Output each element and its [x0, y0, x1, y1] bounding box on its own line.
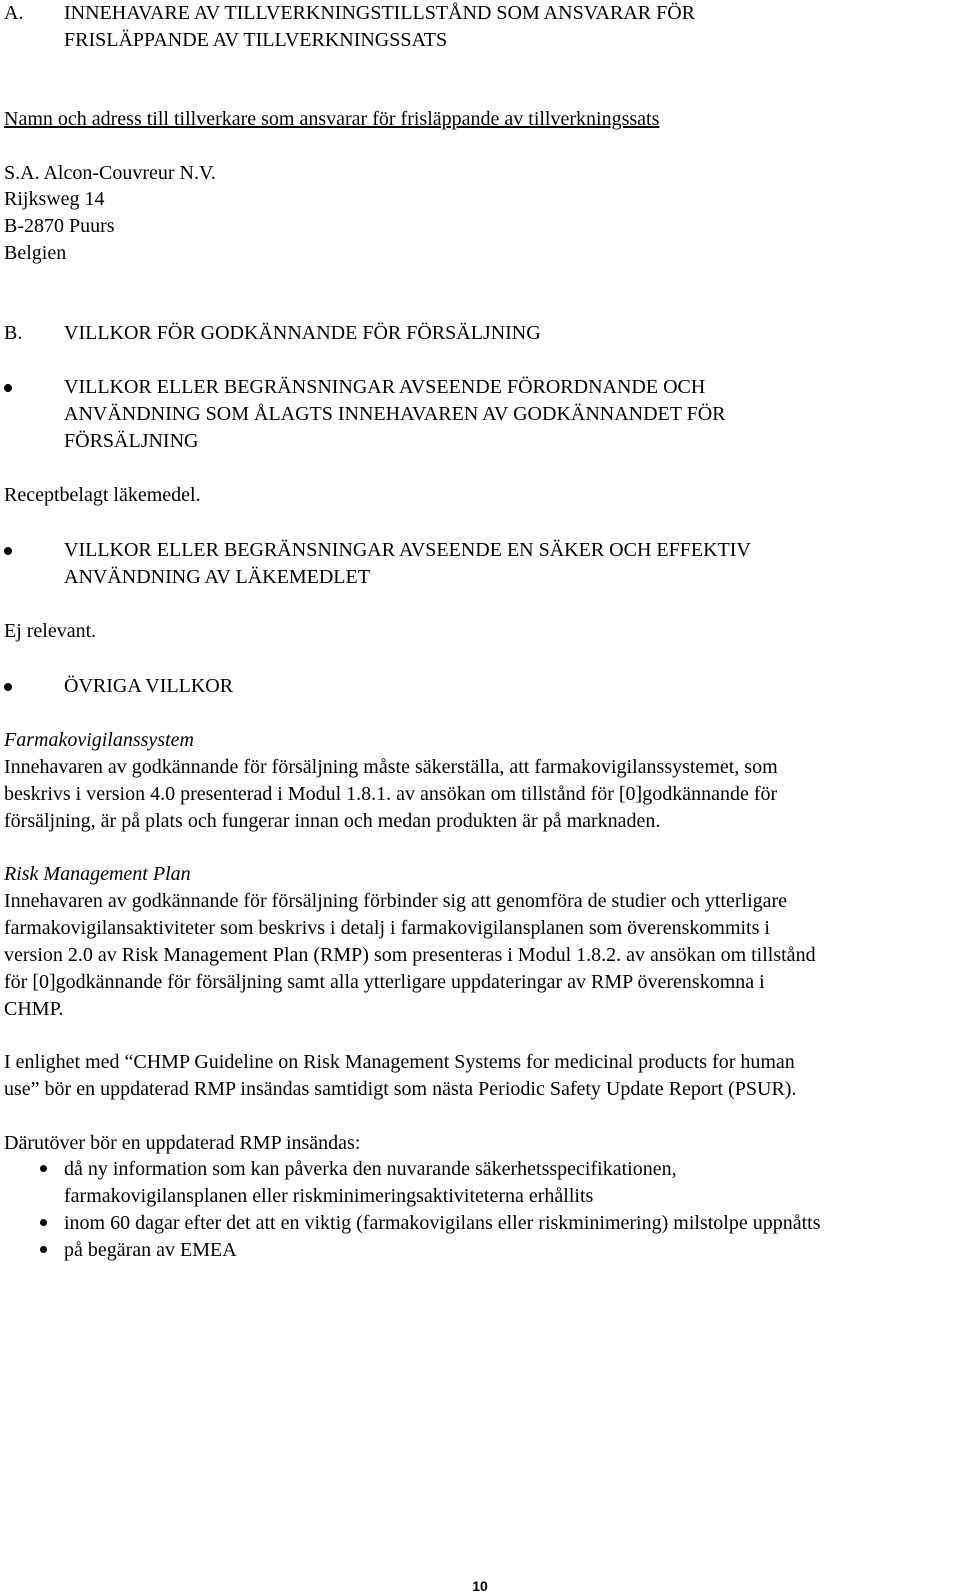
further-item-line: inom 60 dagar efter det att en viktig (farmakovigilans eller riskminimering) milstolpe uppnåtts: [64, 1212, 821, 1234]
bullet3-title: ÖVRIGA VILLKOR: [64, 675, 234, 697]
rmp-heading: Risk Management Plan: [4, 863, 191, 885]
address-line: S.A. Alcon-Couvreur N.V.: [4, 162, 216, 184]
bullet2-title-line: VILLKOR ELLER BEGRÄNSNINGAR AVSEENDE EN SÄKER OCH EFFEKTIV: [64, 539, 751, 561]
rmp-line: version 2.0 av Risk Management Plan (RMP) som presenteras i Modul 1.8.2. av ansökan om tillstånd: [4, 944, 816, 966]
pv-line: försäljning, är på plats och fungerar innan och medan produkten är på marknaden.: [4, 810, 661, 832]
bullet2-body: Ej relevant.: [4, 620, 97, 642]
bullet-icon: [40, 1246, 47, 1253]
section-a-title-line2: FRISLÄPPANDE AV TILLVERKNINGSSATS: [64, 29, 448, 51]
bullet-icon: [4, 547, 12, 555]
pv-line: beskrivs i version 4.0 presenterad i Modul 1.8.1. av ansökan om tillstånd för [0]godkännande för: [4, 783, 778, 805]
bullet-icon: [4, 384, 12, 392]
section-a-number: A.: [4, 2, 24, 24]
guideline-line: use” bör en uppdaterad RMP insändas samtidigt som nästa Periodic Safety Update Report (PSUR).: [4, 1078, 797, 1100]
bullet-icon: [40, 1219, 47, 1226]
address-line: Rijksweg 14: [4, 188, 105, 210]
pv-heading: Farmakovigilanssystem: [4, 729, 194, 751]
rmp-line: farmakovigilansaktiviteter som beskrivs i detalj i farmakovigilansplanen som överenskommits i: [4, 917, 770, 939]
section-b-title: VILLKOR FÖR GODKÄNNANDE FÖR FÖRSÄLJNING: [64, 322, 541, 344]
bullet1-body: Receptbelagt läkemedel.: [4, 484, 201, 506]
bullet1-title-line: VILLKOR ELLER BEGRÄNSNINGAR AVSEENDE FÖRORDNANDE OCH: [64, 376, 706, 398]
section-b-number: B.: [4, 322, 23, 344]
guideline-line: I enlighet med “CHMP Guideline on Risk Management Systems for medicinal products for human: [4, 1051, 795, 1073]
further-item-line: farmakovigilansplanen eller riskminimeringsaktiviteterna erhållits: [64, 1185, 594, 1207]
section-a-title-line1: INNEHAVARE AV TILLVERKNINGSTILLSTÅND SOM ANSVARAR FÖR: [64, 2, 696, 24]
further-intro: Därutöver bör en uppdaterad RMP insändas:: [4, 1132, 361, 1154]
bullet2-title-line: ANVÄNDNING AV LÄKEMEDLET: [64, 566, 370, 588]
rmp-line: för [0]godkännande för försäljning samt alla ytterligare uppdateringar av RMP överenskomna i: [4, 971, 765, 993]
rmp-line: Innehavaren av godkännande för försäljning förbinder sig att genomföra de studier och ytterligare: [4, 890, 788, 912]
page-number: 10: [472, 1578, 488, 1594]
bullet1-title-line: ANVÄNDNING SOM ÅLAGTS INNEHAVAREN AV GODKÄNNANDET FÖR: [64, 403, 726, 425]
bullet-icon: [4, 683, 12, 691]
address-line: Belgien: [4, 242, 67, 264]
address-heading: Namn och adress till tillverkare som ansvarar för frisläppande av tillverkningssats: [4, 108, 660, 130]
bullet1-title-line: FÖRSÄLJNING: [64, 430, 199, 452]
further-item-line: på begäran av EMEA: [64, 1239, 237, 1261]
address-line: B-2870 Puurs: [4, 215, 115, 237]
bullet-icon: [40, 1165, 47, 1172]
pv-line: Innehavaren av godkännande för försäljning måste säkerställa, att farmakovigilanssystemet, som: [4, 756, 778, 778]
rmp-line: CHMP.: [4, 998, 64, 1020]
further-item-line: då ny information som kan påverka den nuvarande säkerhetsspecifikationen,: [64, 1158, 677, 1180]
